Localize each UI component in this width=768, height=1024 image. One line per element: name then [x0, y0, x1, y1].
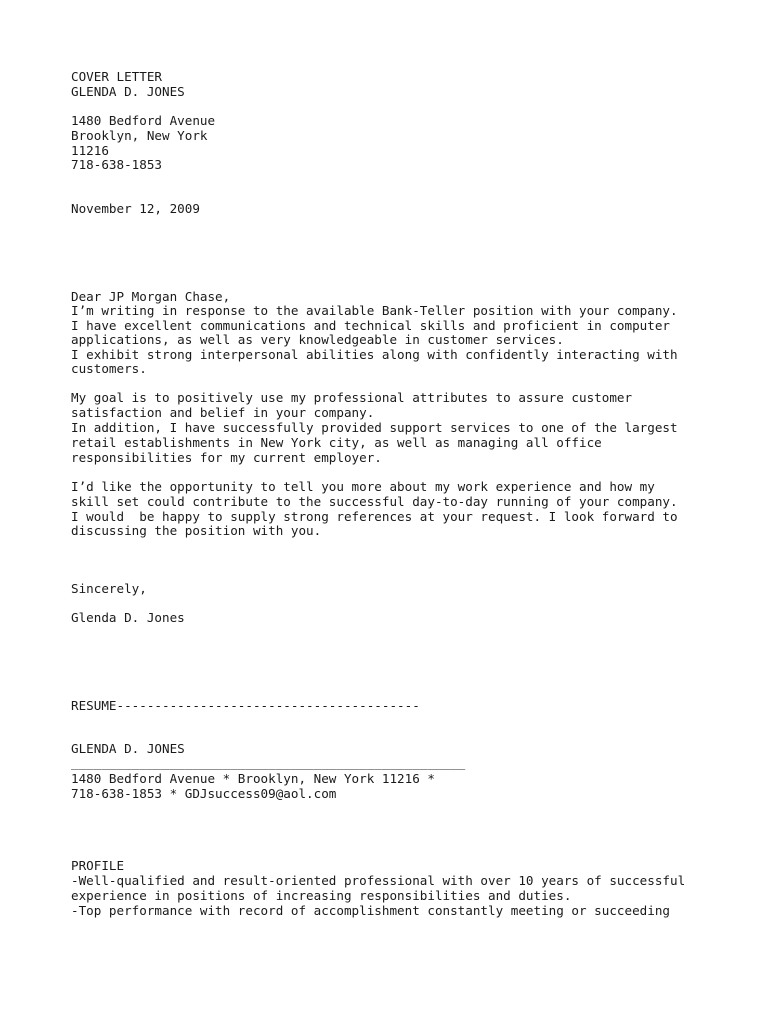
- paragraph-2-line: In addition, I have successfully provided support services to one of the largest: [71, 420, 678, 435]
- paragraph-2-line: My goal is to positively use my professional attributes to assure customer: [71, 390, 633, 405]
- salutation: Dear JP Morgan Chase,: [71, 289, 231, 304]
- profile-heading: PROFILE: [71, 858, 125, 873]
- phone-number: 718-638-1853: [71, 157, 162, 172]
- paragraph-1-line: customers.: [71, 361, 147, 376]
- address-city-state: Brooklyn, New York: [71, 128, 208, 143]
- resume-contact-address: 1480 Bedford Avenue * Brooklyn, New York 11216 *: [71, 771, 435, 786]
- resume-name: GLENDA D. JONES: [71, 741, 185, 756]
- address-street: 1480 Bedford Avenue: [71, 113, 216, 128]
- paragraph-2-line: satisfaction and belief in your company.: [71, 405, 375, 420]
- paragraph-2-line: responsibilities for my current employer.: [71, 450, 382, 465]
- paragraph-2-line: retail establishments in New York city, as well as managing all office: [71, 435, 602, 450]
- profile-line: -Top performance with record of accomplishment constantly meeting or succeeding: [71, 903, 670, 918]
- paragraph-3-line: discussing the position with you.: [71, 523, 322, 538]
- resume-heading: RESUME----------------------------------------: [71, 698, 420, 713]
- paragraph-3-line: skill set could contribute to the successful day-to-day running of your company.: [71, 494, 678, 509]
- paragraph-1-line: I have excellent communications and technical skills and proficient in computer: [71, 318, 670, 333]
- paragraph-1-line: I exhibit strong interpersonal abilities along with confidently interacting with: [71, 347, 678, 362]
- signature-name: Glenda D. Jones: [71, 610, 185, 625]
- paragraph-1-line: I’m writing in response to the available Bank-Teller position with your company.: [71, 303, 678, 318]
- paragraph-1-line: applications, as well as very knowledgeable in customer services.: [71, 332, 564, 347]
- letter-date: November 12, 2009: [71, 201, 200, 216]
- paragraph-3-line: I would be happy to supply strong references at your request. I look forward to: [71, 509, 678, 524]
- resume-contact-phone-email: 718-638-1853 * GDJsuccess09@aol.com: [71, 786, 337, 801]
- paragraph-3-line: I’d like the opportunity to tell you more about my work experience and how my: [71, 479, 655, 494]
- cover-letter-heading: COVER LETTER: [71, 69, 162, 84]
- profile-line: -Well-qualified and result-oriented professional with over 10 years of successful: [71, 873, 686, 888]
- address-zip: 11216: [71, 143, 109, 158]
- resume-name-underline: ____________________________________________________: [71, 755, 466, 770]
- profile-line: experience in positions of increasing responsibilities and duties.: [71, 888, 572, 903]
- closing: Sincerely,: [71, 581, 147, 596]
- applicant-name: GLENDA D. JONES: [71, 84, 185, 99]
